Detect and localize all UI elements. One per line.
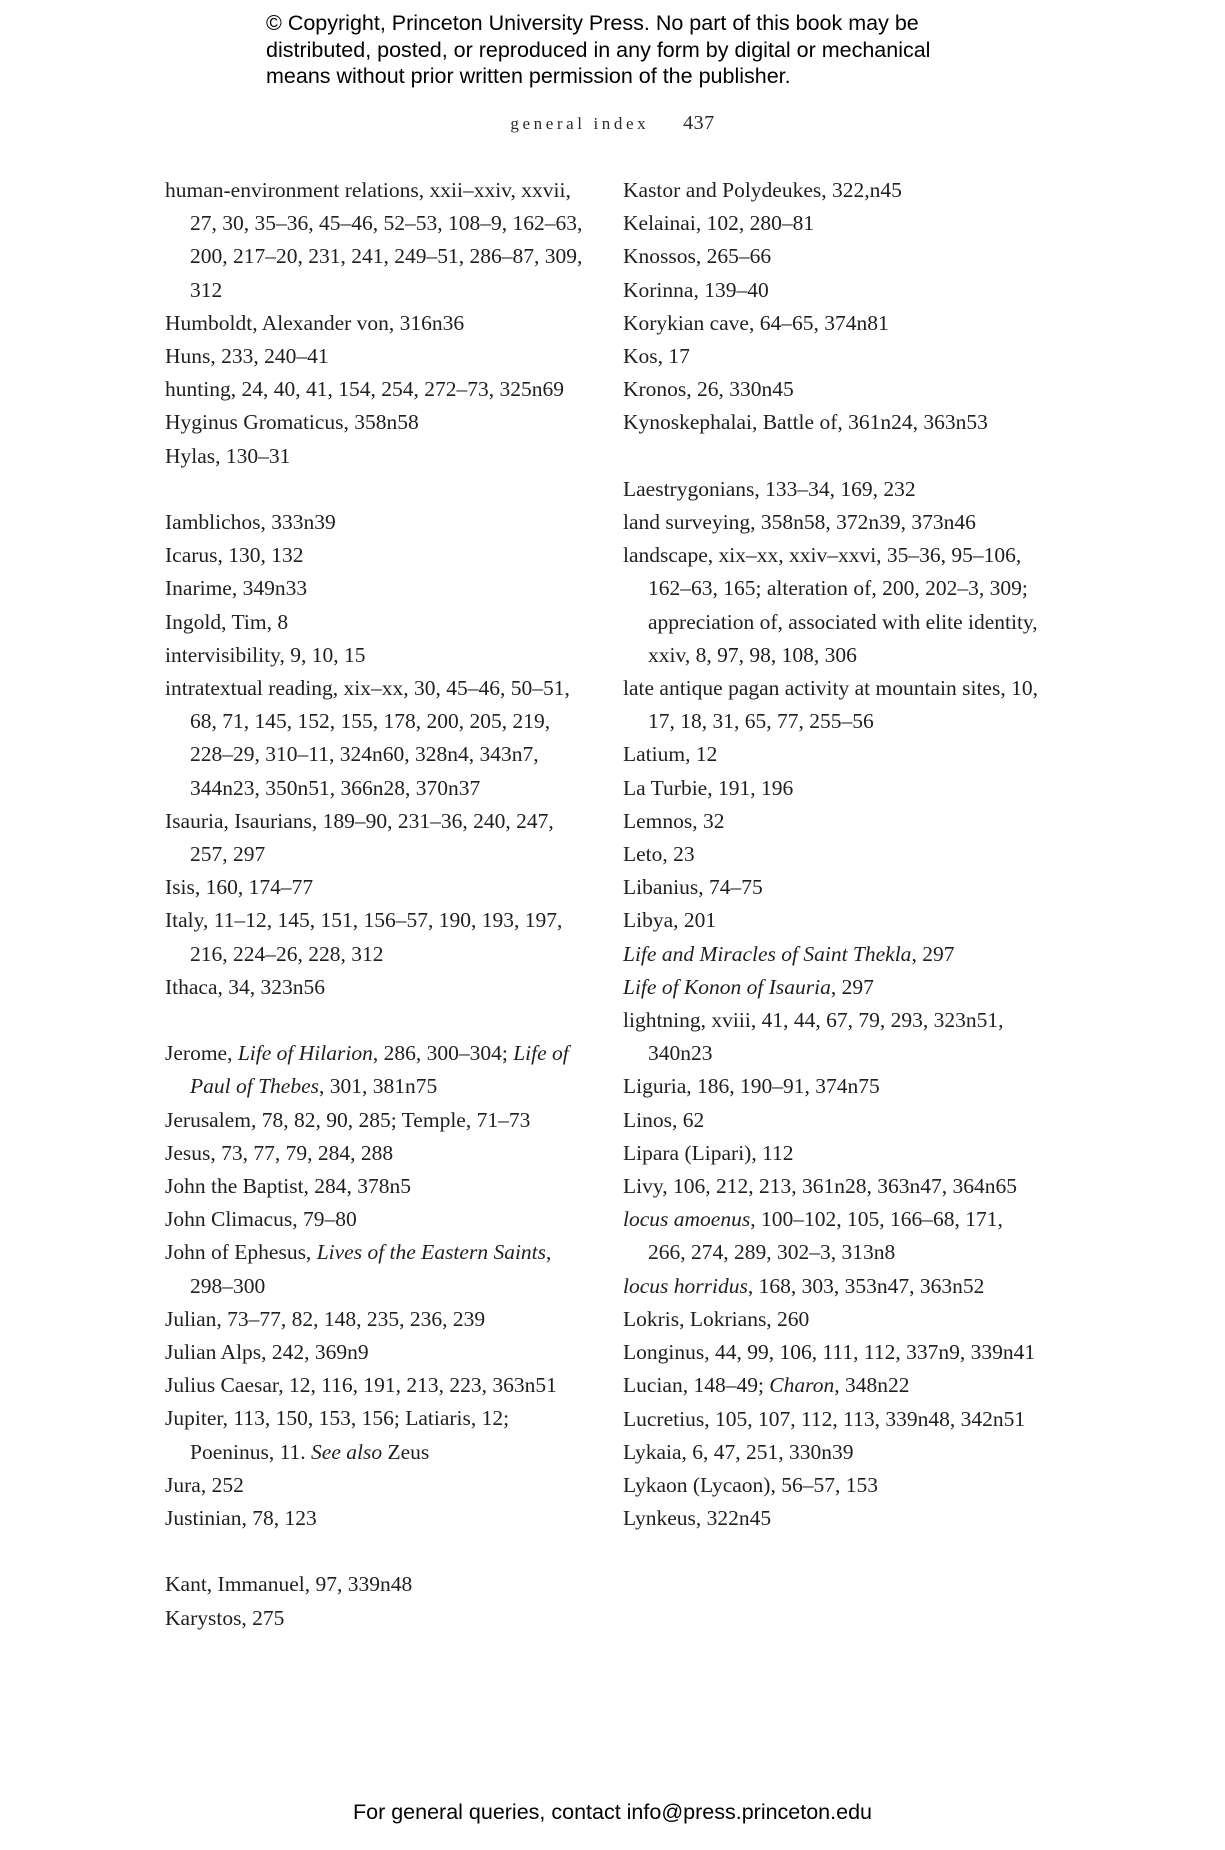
index-entry-text: Julian, 73–77, 82, 148, 235, 236, 239: [165, 1306, 486, 1331]
index-entry: [623, 1137, 1043, 1170]
index-entry-text: Kronos, 26, 330n45: [623, 377, 794, 402]
index-entry-text: Libya, 201: [623, 908, 717, 933]
running-head-title: general index: [510, 114, 650, 133]
index-entry: [623, 1403, 1043, 1436]
index-entry-text: La Turbie, 191, 196: [623, 775, 794, 800]
index-entry: [623, 672, 1043, 738]
index-entry-text: Laestrygonians, 133–34, 169, 232: [623, 476, 916, 501]
index-entry: [623, 871, 1043, 904]
index-entry-text: Lykaia, 6, 47, 251, 330n39: [623, 1439, 854, 1464]
index-entry-text: John Climacus, 79–80: [165, 1207, 357, 1232]
index-entry-text: Lokris, Lokrians, 260: [623, 1306, 810, 1331]
footer-contact: For general queries, contact info@press.princeton.edu: [352, 1800, 872, 1824]
index-entry: [623, 373, 1043, 406]
index-entry-text: , 100–102, 105, 166–68, 171, 266, 274, 289, 302–3, 313n8: [648, 1207, 1003, 1265]
index-entry-text: , 297: [911, 941, 955, 966]
index-entry-text: Icarus, 130, 132: [165, 543, 304, 568]
index-entry: [623, 1070, 1043, 1103]
index-entry-text: Jerusalem, 78, 82, 90, 285; Temple, 71–73: [165, 1107, 531, 1132]
index-entry-text: Lipara (Lipari), 112: [623, 1140, 794, 1165]
index-entry: [623, 1502, 1043, 1535]
index-entry-text: Julian Alps, 242, 369n9: [165, 1340, 369, 1365]
index-entry-text: Lucian, 148–49;: [623, 1373, 770, 1398]
index-entry: [623, 506, 1043, 539]
index-entry-text: Huns, 233, 240–41: [165, 344, 329, 369]
index-entry-text: , 168, 303, 353n47, 363n52: [747, 1273, 985, 1298]
index-entry-text: Longinus, 44, 99, 106, 111, 112, 337n9, 339n41: [623, 1340, 1036, 1365]
index-entry: [623, 1270, 1043, 1303]
index-entry-text: late antique pagan activity at mountain sites, 10, 17, 18, 31, 65, 77, 255–56: [623, 676, 1038, 734]
index-entry: [623, 1170, 1043, 1203]
index-entry-italic-text: Life of Konon of Isauria: [623, 974, 831, 999]
index-entry: [623, 805, 1043, 838]
index-entry-italic-text: Life of Paul of Thebes: [190, 1041, 569, 1099]
index-entry: [623, 307, 1043, 340]
index-entry: [165, 1236, 595, 1302]
index-entry: [623, 340, 1043, 373]
index-entry-text: human-environment relations, xxii–xxiv, xxvii, 27, 30, 35–36, 45–46, 52–53, 108–9, 162–63, 200, 217–20, 231, 241, 249–51, 286–87, 309, 312: [165, 178, 583, 302]
index-entry: [165, 406, 595, 439]
index-entry: [165, 805, 595, 871]
index-entry-text: Inarime, 349n33: [165, 576, 308, 601]
index-entry: [165, 539, 595, 572]
copyright-notice: [266, 10, 1026, 90]
index-column-left: [165, 174, 595, 1635]
index-entry-text: Jesus, 73, 77, 79, 284, 288: [165, 1140, 394, 1165]
copyright-line: © Copyright, Princeton University Press. No part of this book may be: [266, 11, 919, 35]
index-entry-italic-text: locus horridus: [623, 1273, 748, 1298]
index-entry-text: Zeus: [382, 1439, 430, 1464]
index-entry-text: , 298–300: [190, 1240, 552, 1298]
index-entry: [623, 240, 1043, 273]
index-entry-text: land surveying, 358n58, 372n39, 373n46: [623, 510, 976, 535]
index-entry: [623, 207, 1043, 240]
index-entry-text: Korinna, 139–40: [623, 277, 769, 302]
index-entry-text: Lykaon (Lycaon), 56–57, 153: [623, 1472, 878, 1497]
page-number: 437: [683, 112, 715, 134]
index-column-right: [623, 174, 1043, 1535]
index-entry: [165, 1602, 595, 1635]
index-entry-text: , 301, 381n75: [319, 1074, 438, 1099]
index-entry: [165, 572, 595, 605]
index-entry-text: Julius Caesar, 12, 116, 191, 213, 223, 363n51: [165, 1373, 557, 1398]
index-entry: [623, 772, 1043, 805]
index-entry-text: Lucretius, 105, 107, 112, 113, 339n48, 342n51: [623, 1406, 1026, 1431]
index-entry-text: Leto, 23: [623, 842, 695, 867]
index-entry: [165, 1369, 595, 1402]
index-entry: [623, 738, 1043, 771]
index-entry: [165, 373, 595, 406]
index-entry: [165, 1104, 595, 1137]
index-entry-text: Jupiter, 113, 150, 153, 156; Latiaris, 12; Poeninus, 11.: [165, 1406, 510, 1464]
index-entry: [165, 506, 595, 539]
index-entry: [165, 1502, 595, 1535]
index-entry: [165, 971, 595, 1004]
index-entry-text: hunting, 24, 40, 41, 154, 254, 272–73, 325n69: [165, 377, 564, 402]
index-entry: [165, 440, 595, 473]
index-entry-text: intervisibility, 9, 10, 15: [165, 642, 366, 667]
index-entry: [623, 838, 1043, 871]
index-entry: [165, 639, 595, 672]
index-entry: [623, 1203, 1043, 1269]
index-entry: [623, 938, 1043, 971]
index-entry: [623, 1104, 1043, 1137]
index-entry: [623, 539, 1043, 672]
index-entry: [165, 1568, 595, 1601]
index-entry-italic-text: Life and Miracles of Saint Thekla: [623, 941, 912, 966]
index-entry-text: Knossos, 265–66: [623, 244, 772, 269]
index-entry: [165, 904, 595, 970]
index-entry: [623, 904, 1043, 937]
index-entry: [165, 1402, 595, 1468]
running-head: [0, 112, 1225, 135]
index-entry: [165, 307, 595, 340]
index-entry: [165, 1336, 595, 1369]
index-entry-text: Hyginus Gromaticus, 358n58: [165, 410, 419, 435]
index-entry-text: , 348n22: [834, 1373, 910, 1398]
copyright-line: distributed, posted, or reproduced in any form by digital or mechanical: [266, 37, 931, 62]
index-entry-text: , 286, 300–304;: [372, 1041, 514, 1066]
index-entry: [165, 1137, 595, 1170]
index-entry-text: Lemnos, 32: [623, 808, 725, 833]
index-entry-text: Justinian, 78, 123: [165, 1506, 317, 1531]
index-entry-text: Korykian cave, 64–65, 374n81: [623, 310, 889, 335]
index-entry: [623, 274, 1043, 307]
index-entry-text: Iamblichos, 333n39: [165, 510, 336, 535]
index-entry: [623, 1469, 1043, 1502]
index-entry-text: Kynoskephalai, Battle of, 361n24, 363n53: [623, 410, 988, 435]
index-entry: [623, 1336, 1043, 1369]
index-entry: [165, 1303, 595, 1336]
index-entry-text: , 297: [830, 974, 874, 999]
index-entry: [165, 340, 595, 373]
index-entry: [623, 1369, 1043, 1402]
index-entry-text: Linos, 62: [623, 1107, 705, 1132]
index-entry-text: lightning, xviii, 41, 44, 67, 79, 293, 323n51, 340n23: [623, 1008, 1004, 1066]
index-entry-text: Kastor and Polydeukes, 322,n45: [623, 178, 902, 202]
index-entry-text: Kant, Immanuel, 97, 339n48: [165, 1572, 413, 1597]
index-entry-text: Isauria, Isaurians, 189–90, 231–36, 240, 247, 257, 297: [165, 808, 554, 867]
index-entry: [165, 606, 595, 639]
index-entry-text: Kos, 17: [623, 344, 690, 369]
index-entry-text: Lynkeus, 322n45: [623, 1506, 772, 1531]
copyright-line: means without prior written permission of the publisher.: [266, 64, 791, 88]
index-entry-text: Liguria, 186, 190–91, 374n75: [623, 1074, 880, 1099]
index-entry-italic-text: Lives of the Eastern Saints: [316, 1240, 547, 1265]
index-entry-text: Isis, 160, 174–77: [165, 875, 314, 900]
index-entry: [623, 1303, 1043, 1336]
index-entry: [165, 1170, 595, 1203]
index-entry-text: John of Ephesus,: [165, 1240, 317, 1265]
index-entry: [165, 1203, 595, 1236]
index-entry: [623, 174, 1043, 207]
index-entry-text: Hylas, 130–31: [165, 443, 291, 468]
index-entry-text: Jura, 252: [165, 1472, 244, 1497]
index-entry-text: Italy, 11–12, 145, 151, 156–57, 190, 193, 197, 216, 224–26, 228, 312: [165, 908, 563, 966]
index-entry-text: Livy, 106, 212, 213, 361n28, 363n47, 364n65: [623, 1174, 1017, 1199]
index-entry-italic-text: locus amoenus: [623, 1207, 751, 1232]
index-entry-text: Humboldt, Alexander von, 316n36: [165, 310, 465, 335]
index-entry-text: intratextual reading, xix–xx, 30, 45–46, 50–51, 68, 71, 145, 152, 155, 178, 200, 205, 219, 228–29, 310–11, 324n60, 328n4, 343n7, 344n23, 350n51, 366n28, 370n37: [165, 676, 570, 800]
index-entry: [165, 871, 595, 904]
index-entry: [165, 1469, 595, 1502]
index-entry: [165, 672, 595, 805]
index-entry: [623, 971, 1043, 1004]
index-entry: [623, 473, 1043, 506]
index-entry-text: Karystos, 275: [165, 1605, 285, 1630]
index-entry-text: John the Baptist, 284, 378n5: [165, 1174, 412, 1199]
index-entry-text: Ingold, Tim, 8: [165, 609, 289, 634]
index-entry-text: Libanius, 74–75: [623, 875, 763, 900]
index-entry: [623, 406, 1043, 439]
index-entry-text: Kelainai, 102, 280–81: [623, 211, 815, 236]
index-entry: [623, 1436, 1043, 1469]
index-entry: [165, 1037, 595, 1103]
index-entry-italic-text: Charon: [769, 1373, 835, 1398]
index-entry: [623, 1004, 1043, 1070]
index-entry: [165, 174, 595, 307]
index-entry-italic-text: Life of Hilarion: [237, 1041, 373, 1066]
index-entry-text: landscape, xix–xx, xxiv–xxvi, 35–36, 95–106, 162–63, 165; alteration of, 200, 202–3, 309; appreciation of, associated with elite identity, xxiv, 8, 97, 98, 108, 306: [623, 543, 1038, 667]
index-entry-text: Ithaca, 34, 323n56: [165, 974, 326, 999]
index-entry-text: Jerome,: [165, 1041, 238, 1066]
index-entry-italic-text: See also: [311, 1439, 383, 1464]
index-entry-text: Latium, 12: [623, 742, 718, 767]
